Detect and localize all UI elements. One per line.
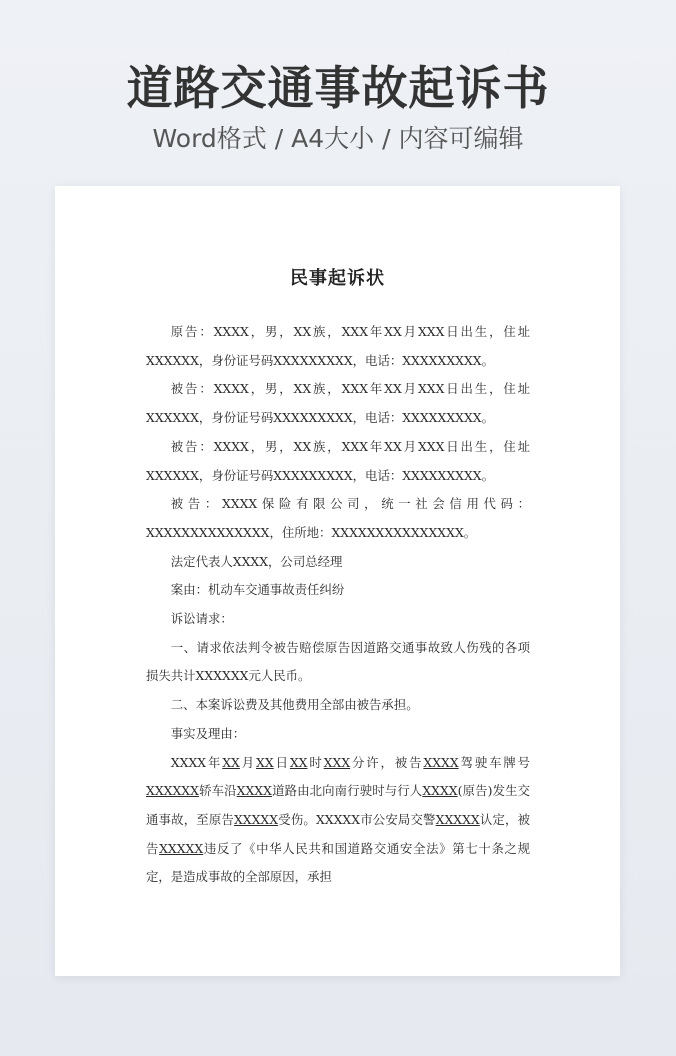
sub-title: Word格式 / A4大小 / 内容可编辑 bbox=[152, 124, 524, 153]
facts-heading: 事实及理由： bbox=[170, 725, 246, 741]
facts-blank: XXXXXX bbox=[146, 783, 199, 799]
facts-blank: XXXXX bbox=[159, 840, 204, 856]
facts-text: 驾驶车牌号 bbox=[458, 754, 531, 770]
claim-1-paragraph: 一、请求依法判令被告赔偿原告因道路交通事故致人伤残的各项损失共计XXXXXX元人民币。 bbox=[146, 639, 530, 684]
document-page bbox=[55, 186, 620, 976]
facts-text: 日 bbox=[273, 754, 290, 770]
facts-text: XXXX年 bbox=[170, 754, 223, 770]
page-header bbox=[0, 58, 676, 156]
claim-2-paragraph: 二、本案诉讼费及其他费用全部由被告承担。 bbox=[170, 697, 419, 713]
facts-blank: XXXX bbox=[423, 754, 459, 770]
facts-text: 时 bbox=[307, 754, 324, 770]
facts-text: 认定，被告 bbox=[146, 811, 531, 856]
facts-blank: XX bbox=[256, 754, 274, 770]
facts-blank: XXX bbox=[323, 754, 351, 770]
document-body bbox=[146, 318, 530, 892]
main-title: 道路交通事故起诉书 bbox=[126, 61, 550, 115]
defendant-paragraph-1: 被告：XXXX，男，XX族，XXX年XX月XXX日出生，住址XXXXXX，身份证号码XXXXXXXXX，电话：XXXXXXXXX。 bbox=[146, 381, 530, 426]
facts-blank: XXXXX bbox=[435, 811, 480, 827]
document-title: 民事起诉状 bbox=[290, 268, 385, 289]
plaintiff-paragraph: 原告：XXXX，男，XX族，XXX年XX月XXX日出生，住址XXXXXX，身份证号码XXXXXXXXX，电话：XXXXXXXXX。 bbox=[146, 324, 530, 368]
facts-text: (原告)发生交通事故，至原告 bbox=[146, 783, 531, 827]
claims-heading: 诉讼请求： bbox=[170, 611, 233, 627]
facts-text: 违反了《中华人民共和国道路交通安全法》第七十条之规定，是造成事故的全部原因，承担 bbox=[146, 840, 531, 885]
facts-text: 道路由北向南行驶时与行人 bbox=[271, 783, 423, 799]
defendant-paragraph-3: 被告：XXXX保险有限公司，统一社会信用代码：XXXXXXXXXXXXXX，住所地：XXXXXXXXXXXXXXX。 bbox=[146, 496, 530, 540]
facts-blank: XXXXX bbox=[233, 811, 279, 827]
legal-rep-paragraph: 法定代表人XXXX，公司总经理 bbox=[170, 553, 343, 569]
facts-text: 轿车沿 bbox=[198, 783, 237, 799]
facts-text: 月 bbox=[239, 754, 257, 770]
cause-paragraph: 案由：机动车交通事故责任纠纷 bbox=[170, 582, 345, 598]
defendant-paragraph-2: 被告：XXXX，男，XX族，XXX年XX月XXX日出生，住址XXXXXX，身份证号码XXXXXXXXX，电话：XXXXXXXXX。 bbox=[146, 438, 530, 483]
facts-paragraph bbox=[146, 749, 530, 893]
facts-blank: XXXX bbox=[236, 783, 272, 799]
facts-blank: XX bbox=[289, 754, 308, 770]
facts-blank: XXXX bbox=[422, 783, 458, 799]
facts-blank: XX bbox=[222, 754, 240, 770]
facts-text: 分许，被告 bbox=[350, 754, 424, 770]
facts-text: 受伤。XXXXX市公安局交警 bbox=[278, 811, 436, 827]
